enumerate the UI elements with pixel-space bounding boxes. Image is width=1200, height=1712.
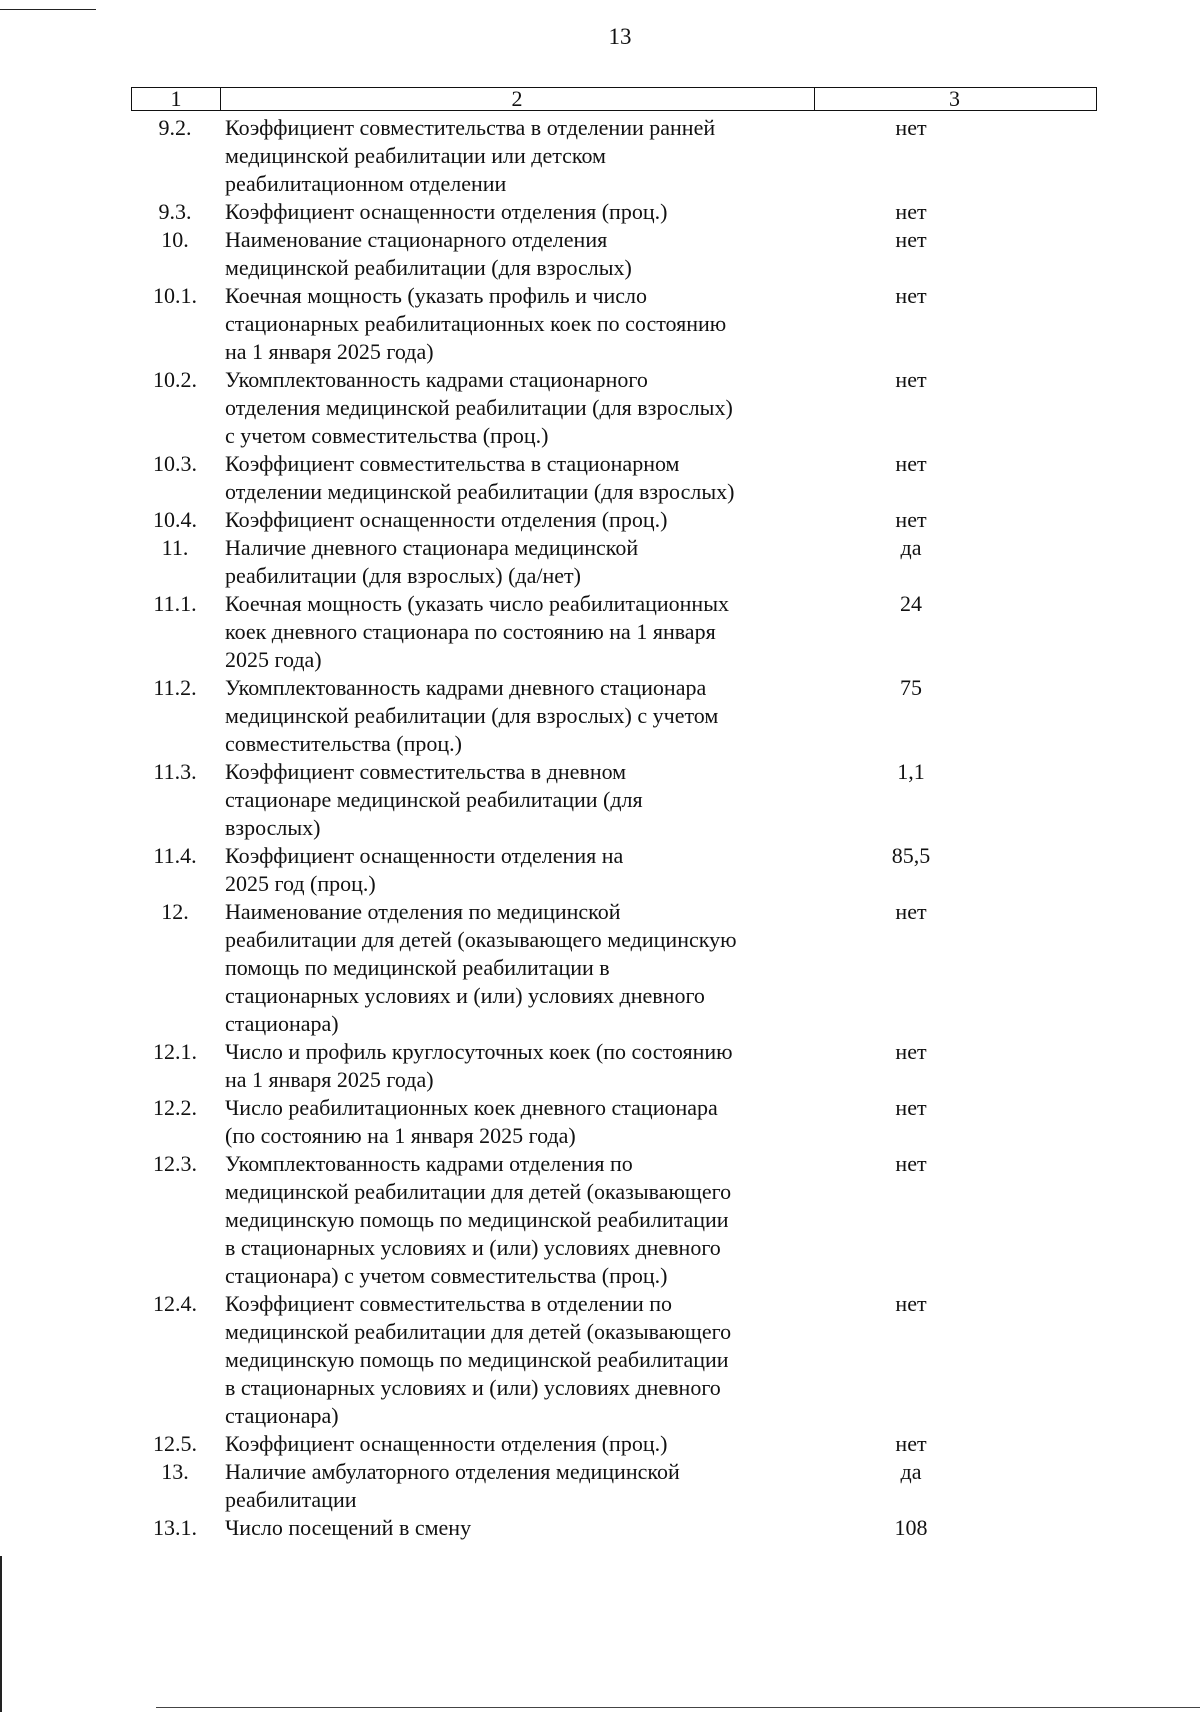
description-line: Наименование отделения по медицинской [225,899,621,924]
description-line: Коэффициент совместительства в дневном [225,759,627,784]
row-number: 12.2. [153,1095,197,1120]
row-value: нет [895,227,927,252]
description-line: медицинской реабилитации или детском [225,143,606,168]
description-line: на 1 января 2025 года) [225,1067,434,1092]
description-line: совместительства (проц.) [225,731,462,756]
description-line: Коэффициент совместительства в отделении ранней [225,115,716,140]
row-value: нет [895,1151,927,1176]
description-line: стационара) с учетом совместительства (проц.) [225,1263,668,1288]
table-row [131,1514,1097,1542]
description-line: 2025 года) [225,647,322,672]
description-line: с учетом совместительства (проц.) [225,423,549,448]
row-description [219,534,813,590]
description-line: Наименование стационарного отделения [225,227,608,252]
row-number: 9.3. [158,199,192,224]
table-row [131,198,1097,226]
row-value: нет [895,367,927,392]
table-row [131,590,1097,674]
row-description [219,758,813,842]
row-number: 10.3. [153,451,197,476]
description-line: Коэффициент оснащенности отделения (проц.) [225,1431,668,1456]
row-value: да [900,1459,922,1484]
description-line: в стационарных условиях и (или) условиях дневного [225,1235,721,1260]
description-line: стационарных реабилитационных коек по состоянию [225,311,727,336]
description-line: Коэффициент оснащенности отделения на [225,843,624,868]
row-number: 9.2. [158,115,192,140]
description-line: Коэффициент совместительства в отделении по [225,1291,673,1316]
description-line: реабилитации (для взрослых) (да/нет) [225,563,581,588]
column-header-3: 3 [949,86,960,111]
row-value: нет [895,283,927,308]
row-value: нет [895,899,927,924]
row-number: 12.5. [153,1431,197,1456]
row-description [219,898,813,1038]
description-line: Число и профиль круглосуточных коек (по состоянию [225,1039,733,1064]
description-line: реабилитации [225,1487,357,1512]
table-row [131,1094,1097,1150]
row-value: нет [895,1291,927,1316]
row-description [219,590,813,674]
description-line: Укомплектованность кадрами стационарного [225,367,648,392]
description-line: Укомплектованность кадрами дневного стационара [225,675,707,700]
row-value: 24 [900,591,922,616]
table-row [131,1458,1097,1514]
description-line: Коечная мощность (указать профиль и число [225,283,648,308]
row-description [219,1430,813,1458]
description-line: отделения медицинской реабилитации (для взрослых) [225,395,733,420]
row-value: 85,5 [891,843,931,868]
row-description [219,842,813,898]
row-value: нет [895,199,927,224]
row-description [219,282,813,366]
table-row [131,842,1097,898]
description-line: медицинскую помощь по медицинской реабилитации [225,1207,729,1232]
row-value: 1,1 [897,759,925,784]
description-line: медицинской реабилитации (для взрослых) с учетом [225,703,719,728]
row-description [219,450,813,506]
row-number: 11. [161,535,189,560]
description-line: Число реабилитационных коек дневного стационара [225,1095,718,1120]
description-line: (по состоянию на 1 января 2025 года) [225,1123,576,1148]
description-line: реабилитационном отделении [225,171,507,196]
table-body [131,114,1097,1542]
row-number: 12.1. [153,1039,197,1064]
row-value: 108 [894,1515,928,1540]
table-row [131,226,1097,282]
row-description [219,198,813,226]
description-line: в стационарных условиях и (или) условиях дневного [225,1375,721,1400]
table-row [131,898,1097,1038]
row-description [219,1458,813,1514]
row-description [219,506,813,534]
description-line: медицинскую помощь по медицинской реабилитации [225,1347,729,1372]
description-line: Наличие амбулаторного отделения медицинской [225,1459,680,1484]
table-row [131,506,1097,534]
row-number: 12.4. [153,1291,197,1316]
row-number: 10.2. [153,367,197,392]
description-line: Укомплектованность кадрами отделения по [225,1151,633,1176]
description-line: отделении медицинской реабилитации (для взрослых) [225,479,735,504]
row-description [219,1290,813,1430]
description-line: медицинской реабилитации для детей (оказывающего [225,1319,732,1344]
row-description [219,1094,813,1150]
row-description [219,1150,813,1290]
row-description [219,366,813,450]
table-row [131,1038,1097,1094]
row-value: 75 [900,675,922,700]
table-row [131,674,1097,758]
description-line: стационаре медицинской реабилитации (для [225,787,643,812]
row-value: нет [895,1039,927,1064]
row-number: 10. [161,227,189,252]
row-number: 10.1. [153,283,197,308]
row-number: 11.2. [153,675,197,700]
row-value: нет [895,507,927,532]
table-row [131,366,1097,450]
description-line: стационара) [225,1403,339,1428]
table-row [131,450,1097,506]
description-line: медицинской реабилитации (для взрослых) [225,255,632,280]
row-value: да [900,535,922,560]
row-value: нет [895,451,927,476]
row-description [219,674,813,758]
table-row [131,114,1097,198]
column-header-1: 1 [132,88,221,110]
description-line: Коэффициент оснащенности отделения (проц.) [225,199,668,224]
row-number: 13.1. [153,1515,197,1540]
table-row [131,1290,1097,1430]
description-line: взрослых) [225,815,321,840]
scan-edge-mark [156,1707,1200,1708]
page-number: 13 [608,24,632,49]
row-value: нет [895,1095,927,1120]
description-line: помощь по медицинской реабилитации в [225,955,610,980]
row-description [219,114,813,198]
row-number: 13. [161,1459,189,1484]
row-description [219,1038,813,1094]
row-description [219,226,813,282]
table-row [131,758,1097,842]
row-value: нет [895,115,927,140]
description-line: Коэффициент оснащенности отделения (проц.) [225,507,668,532]
row-description [219,1514,813,1542]
row-number: 12. [161,899,189,924]
table-row [131,1150,1097,1290]
description-line: коек дневного стационара по состоянию на 1 января [225,619,716,644]
description-line: стационарных условиях и (или) условиях дневного [225,983,705,1008]
row-number: 10.4. [153,507,197,532]
row-number: 11.4. [153,843,197,868]
row-value: нет [895,1431,927,1456]
table-header-row [131,87,1097,111]
scan-edge-mark [0,9,96,10]
description-line: Наличие дневного стационара медицинской [225,535,639,560]
description-line: стационара) [225,1011,339,1036]
scan-edge-mark [0,1556,2,1712]
description-line: 2025 год (проц.) [225,871,376,896]
description-line: Коечная мощность (указать число реабилитационных [225,591,729,616]
table-row [131,282,1097,366]
description-line: реабилитации для детей (оказывающего медицинскую [225,927,737,952]
table-row [131,1430,1097,1458]
column-header-2: 2 [220,88,815,110]
description-line: медицинской реабилитации для детей (оказывающего [225,1179,732,1204]
description-line: Число посещений в смену [225,1515,472,1540]
description-line: на 1 января 2025 года) [225,339,434,364]
row-number: 11.1. [153,591,197,616]
description-line: Коэффициент совместительства в стационарном [225,451,680,476]
row-number: 11.3. [153,759,197,784]
row-number: 12.3. [153,1151,197,1176]
table-row [131,534,1097,590]
